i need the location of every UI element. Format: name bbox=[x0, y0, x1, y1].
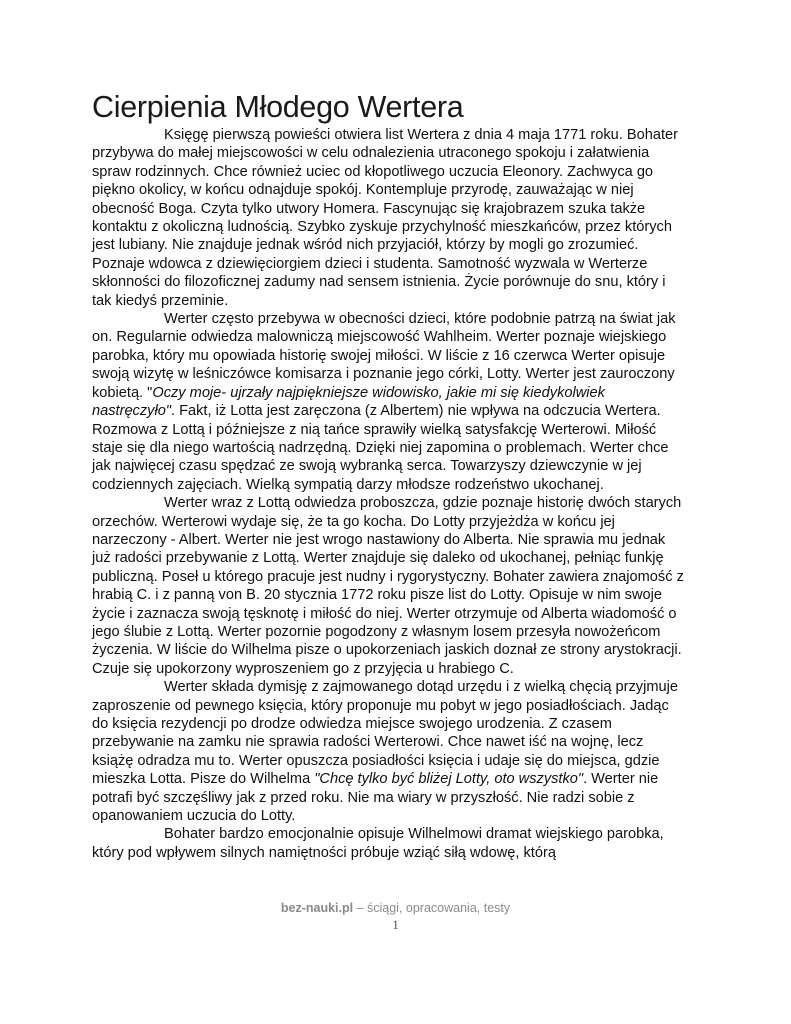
paragraph-text: Księgę pierwszą powieści otwiera list Wertera z dnia 4 maja 1771 roku. Bohater przybywa do małej miejscowości w celu odnalezienia utraconego spokoju i załatwienia spraw rodzinnych. Chce również uciec od kłopotliwego uczucia Eleonory. Zachwyca go piękno okolicy, w końcu odnajduje spokój. Kontempluje przyrodę, zauważając w niej obecność Boga. Czyta tylko utwory Homera. Fascynując się krajobrazem szuka także kontaktu z okoliczną ludnością. Szybko zyskuje przychylność mieszkańców, przez których jest lubiany. Nie znajduje jednak wśród nich przyjaciół, którzy by mogli go zrozumieć. Poznaje wdowca z dziewięciorgiem dzieci i studenta. Samotność wyzwala w Werterze skłonności do filozoficznej zadumy nad sensem istnienia. Życie porównuje do snu, który i tak kiedyś przeminie. bbox=[92, 127, 679, 309]
quote-text: "Chcę tylko być bliżej Lotty, oto wszystko" bbox=[314, 771, 584, 788]
paragraph bbox=[92, 825, 687, 862]
paragraph-text: Werter składa dymisję z zajmowanego dotąd urzędu i z wielką chęcią przyjmuje zaproszenie od pewnego księcia, który proponuje mu pobyt w jego posiadłościach. Jadąc do księcia rezydencji po drodze odwiedza miejsce swojego urodzenia. Z czasem przebywanie na zamku nie sprawia radości Werterowi. Chce nawet iść na wojnę, lecz książę odradza mu to. Werter opuszcza posiadłości księcia i udaje się do miejsca, gdzie mieszka Lotta. Pisze do Wilhelma bbox=[92, 679, 678, 788]
footer-tagline: – ściągi, opracowania, testy bbox=[353, 901, 511, 915]
page-footer bbox=[0, 901, 791, 915]
paragraph-text: . Fakt, iż Lotta jest zaręczona (z Albertem) nie wpływa na odczucia Wertera. Rozmowa z Lottą i późniejsze z nią tańce sprawiły wielką satysfakcję Werterowi. Miłość staje się dla niego wartością nadrzędną. Dzięki niej zapomina o problemach. Werter chce jak najwięcej czasu spędzać ze swoją wybranką serca. Towarzyszy dziewczynie w jej codziennych zajęciach. Wielką sympatią darzy młodsze rodzeństwo ukochanej. bbox=[92, 403, 669, 493]
paragraph-text: Werter często przebywa w obecności dzieci, które podobnie patrzą na świat jak on. Regularnie odwiedza malowniczą miejscowość Wahlheim. Werter poznaje wiejskiego parobka, który mu opowiada historię swojej miłości. W liście z 16 czerwca Werter opisuje swoją wizytę w leśniczówce komisarza i poznanie jego córki, Lotty. Werter jest zauroczony kobietą. " bbox=[92, 311, 676, 401]
footer-site-name: bez-nauki.pl bbox=[280, 901, 354, 915]
document-body bbox=[92, 126, 687, 862]
paragraph bbox=[92, 494, 687, 678]
paragraph-text: Bohater bardzo emocjonalnie opisuje Wilhelmowi dramat wiejskiego parobka, który pod wpływem silnych namiętności próbuje wziąć siłą wdowę, którą bbox=[92, 826, 664, 861]
quote-text: Oczy moje- ujrzały najpiękniejsze widowisko, jakie mi się kiedykolwiek nastręczyło" bbox=[92, 384, 605, 420]
page-number: 1 bbox=[392, 917, 399, 932]
paragraph-text: Werter wraz z Lottą odwiedza proboszcza, gdzie poznaje historię dwóch starych orzechów. Werterowi wydaje się, że ta go kocha. Do Lotty przyjeżdża w końcu jej narzeczony - Albert. Werter nie jest wrogo nastawiony do Alberta. Nie sprawia mu jednak już radości przebywanie z Lottą. Werter znajduje się daleko od ukochanej, pełniąc funkję publiczną. Poseł u którego pracuje jest nudny i rygorystyczny. Bohater zawiera znajomość z hrabią C. i z panną von B. 20 stycznia 1772 roku pisze list do Lotty. Opisuje w nim swoje życie i zaznacza swoją tęsknotę i miłość do niej. Werter otrzymuje od Alberta wiadomość o jego ślubie z Lottą. Werter pozornie pogodzony z własnym losem przesyła nowożeńcom życzenia. W liście do Wilhelma pisze o upokorzeniach jaskich doznał ze strony arystokracji. Czuje się upokorzony wyproszeniem go z przyjęcia u hrabiego C. bbox=[92, 495, 684, 677]
paragraph bbox=[92, 678, 687, 825]
paragraph bbox=[92, 310, 687, 494]
document-title: Cierpienia Młodego Wertera bbox=[92, 90, 464, 124]
paragraph-text: . Werter nie potrafi być szczęśliwy jak z przed roku. Nie ma wiary w przyszłość. Nie radzi sobie z opanowaniem uczucia do Lotty. bbox=[92, 771, 659, 825]
paragraph bbox=[92, 126, 687, 310]
document-page bbox=[92, 88, 687, 862]
